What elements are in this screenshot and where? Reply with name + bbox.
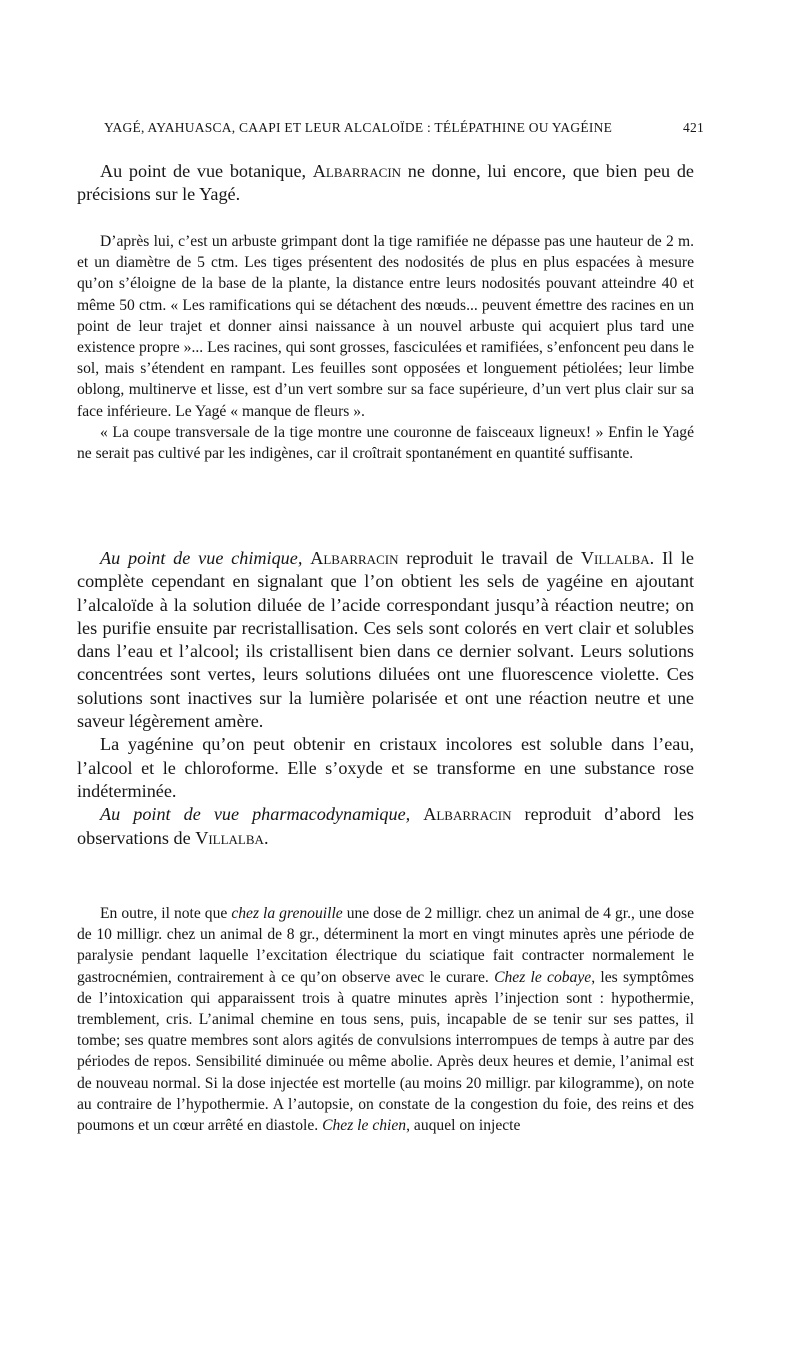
author-name-2: Villalba xyxy=(195,827,264,848)
p7-i1: chez la grenouille xyxy=(231,905,343,922)
page-number: 421 xyxy=(683,120,704,135)
p3-text: « La coupe transversale de la tige montre une couronne de faisceaux ligneux! » Enfin le Yagé ne serait pas cultivé par les indigènes, car il croîtrait spontanément en quantité suffisante. xyxy=(77,423,694,463)
p4-italic: Au point de vue chimique, xyxy=(100,548,303,568)
p7-t3: , les symptômes de l’intoxication qui apparaissent trois à quatre minutes après l’injection sont : hypothermie, tremblement, cris. L’animal chemine en tous sens, puis, incapable de se tenir sur ses pattes, il tombe; ses quatre membres sont alors agités de convulsions interrompues de temps à autre par des périodes de repos. Sensibilité diminuée ou même abolie. Après deux heures et demie, l’animal est de nouveau normal. Si la dose injectée est mortelle (au moins 20 milligr. par kilogramme), on note au contraire de l’hypothermie. A l’autopsie, on constate de la congestion du foie, des reins et des poumons et un cœur arrêté en diastole. xyxy=(77,968,694,1135)
author-name: Albarracin xyxy=(312,161,402,181)
paragraph-description xyxy=(77,231,694,464)
section-chimique xyxy=(77,547,694,850)
p7-i3: Chez le chien xyxy=(322,1117,407,1135)
p2-text: D’après lui, c’est un arbuste grimpant dont la tige ramifiée ne dépasse pas une hauteur de 2 m. et un diamètre de 5 ctm. Les tiges présentent des nodosités de plus en plus espacées à mesure qu’on s’éloigne de la base de la plante, la distance entre leurs nodosités pouvant atteindre 40 et même 50 ctm. « Les ramifications qui se détachent des nœuds... peuvent émettre des racines en un point de leur trajet et donner ainsi naissance à un nouvel arbuste qui acquiert plus tard une existence propre »... Les racines, qui sont grosses, fasciculées et ramifiées, s’enfoncent peu dans le sol, mais s’étendent en rampant. Les feuilles sont opposées et longuement pétiolées; leur limbe oblong, multinerve et lisse, est d’un vert sombre sur sa face supérieure, d’un vert plus clair sur sa face inférieure. Le Yagé « manque de fleurs ». xyxy=(77,233,694,420)
p1-text2: ne donne, lui encore, que bien peu de précisions sur le Yagé. xyxy=(77,161,694,205)
p7-t4: , auquel on injecte xyxy=(406,1117,521,1135)
p7-t2: une dose de 2 milligr. chez un animal de 4 gr., une dose de 10 milligr. chez un animal de 8 gr., déterminent la mort en vingt minutes après une période de paralysie pendant laquelle l’excitation électrique du sciatique fait contracter normalement le gastrocnémien, contrairement à ce qu’on observe avec le curare. xyxy=(77,905,695,986)
p4-text1: reproduit le travail de xyxy=(398,548,581,568)
author-name: Albarracin xyxy=(423,804,512,825)
author-name: Albarracin xyxy=(310,548,399,568)
p5-text: La yagénine qu’on peut obtenir en cristaux incolores est soluble dans l’eau, l’alcool et le chloroforme. Elle s’oxyde et se transforme en une substance rose indéterminée. xyxy=(77,734,694,801)
p1-text1: Au point de vue botanique, xyxy=(100,161,313,181)
p6-text2: . xyxy=(263,827,269,848)
running-header xyxy=(104,120,704,136)
paragraph-botanique xyxy=(77,160,694,207)
p7-i2: Chez le cobaye xyxy=(494,968,592,986)
running-title: YAGÉ, AYAHUASCA, CAAPI ET LEUR ALCALOÏDE : TÉLÉPATHINE OU YAGÉINE xyxy=(104,120,613,135)
p4-text2: . Il le complète cependant en signalant que l’on obtient les sels de yagéine en ajoutant l’alcaloïde à la solution diluée de l’acide correspondant jusqu’à réaction neutre; on les purifie ensuite par recristallisation. Ces sels sont colorés en vert clair et solubles dans l’eau et l’alcool; ils cristallisent bien dans ce dernier solvant. Leurs solutions concentrées sont vertes, leurs solutions diluées ont une fluorescence violette. Ces solutions sont inactives sur la lumière polarisée et ont une réaction neutre et une saveur légèrement amère. xyxy=(77,548,694,732)
author-name-2: Villalba xyxy=(580,548,650,568)
paragraph-observations xyxy=(77,903,694,1136)
p6-text1: reproduit d’abord les observations de xyxy=(77,804,695,848)
p7-t1: En outre, il note que xyxy=(100,905,232,922)
p6-italic: Au point de vue pharmacodynamique, xyxy=(100,804,411,825)
